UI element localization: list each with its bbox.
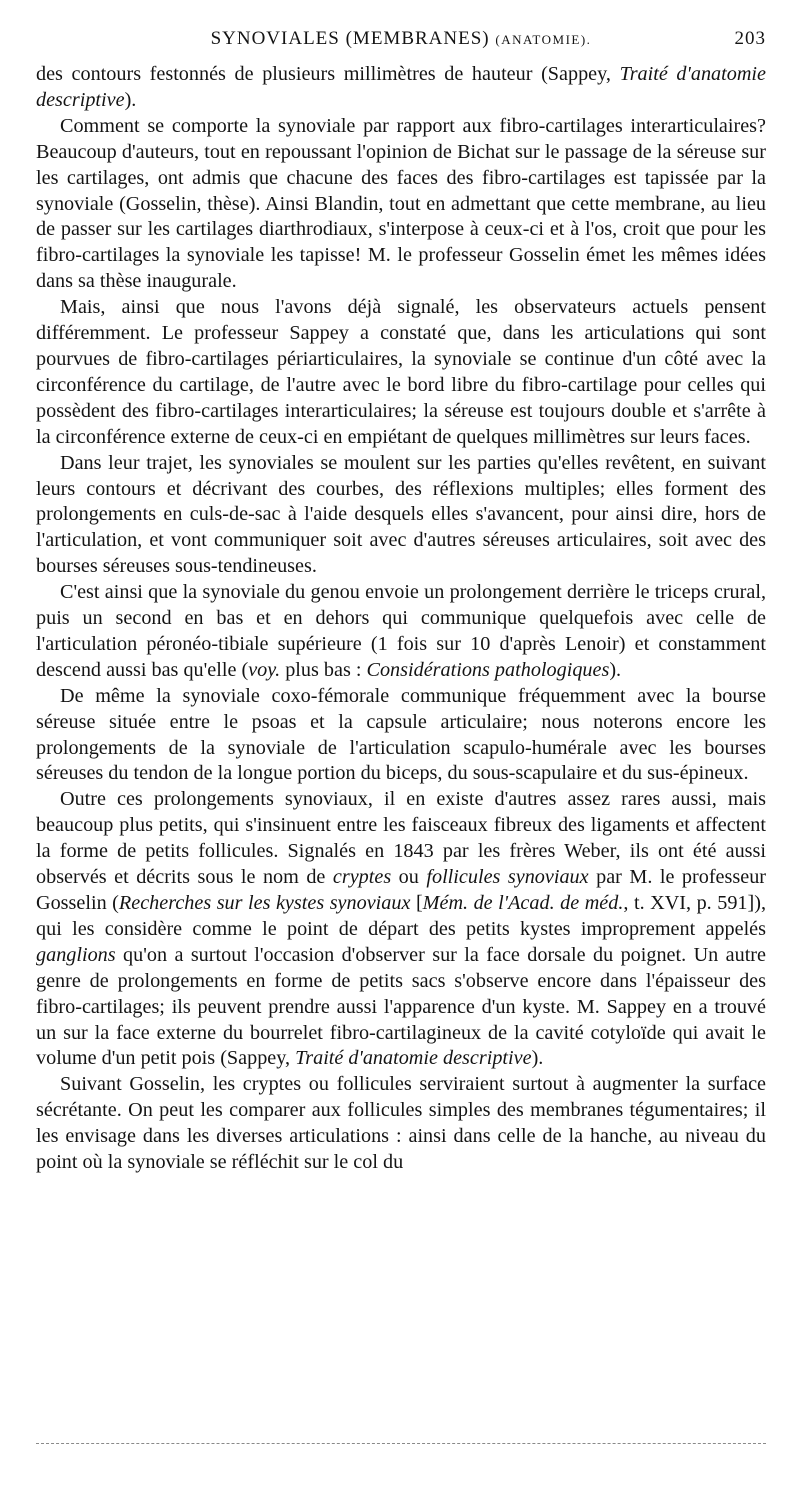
text-run: [ bbox=[410, 892, 423, 914]
paragraph-8 bbox=[36, 1072, 766, 1176]
italic-text: cryptes bbox=[332, 866, 392, 889]
text-run: qu'on a surtout l'occasion d'observer sur la face dorsale du poignet. Un autre genre de prolongements en forme de petits sacs s'observe encore dans l'épaisseur des fibro-cartilages; ils peuvent prendre aussi l'apparence d'un kyste. M. Sappey en a trouvé un sur la face externe du bourrelet fibro-cartilagineux de la cavité cotyloïde qui avait le volume d'un petit pois (Sappey, bbox=[36, 943, 766, 1070]
running-header bbox=[36, 28, 766, 58]
text-run: Suivant Gosselin, les cryptes ou follicules serviraient surtout à augmenter la surface sécrétante. On peut les comparer aux follicules simples des membranes tégumentaires; il les envisage dans les diverses articulations : ainsi dans celle de la hanche, au niveau du point où la synoviale se réfléchit sur le col du bbox=[36, 1073, 766, 1174]
text-run: Mais, ainsi que nous l'avons déjà signalé, les observateurs actuels pensent différemment. Le professeur Sappey a constaté que, dans les articulations qui sont pourvues de fibro-cartilages périarticulaires, la synoviale se continue d'un côté avec la circonférence du cartilage, de l'autre avec le bord libre du fibro-cartilage pour celles qui possèdent des fibro-cartilages interarticulaires; la séreuse est toujours double et s'arrête à la circonférence externe de ceux-ci en empiétant de quelques millimètres sur leurs faces. bbox=[36, 296, 766, 448]
text-run: Comment se comporte la synoviale par rapport aux fibro-cartilages interarticulaires? Beaucoup d'auteurs, tout en repoussant l'opinion de Bichat sur le passage de la séreuse sur les cartilages, ont admis que chacune des faces des fibro-cartilages est tapissée par la synoviale (Gosselin, thèse). Ainsi Blandin, tout en admettant que cette membrane, au lieu de passer sur les cartilages diarthrodiaux, s'interpose à ceux-ci et à l'os, croit que pour les fibro-cartilages la synoviale les tapisse! M. le professeur Gosselin émet les mêmes idées dans sa thèse inaugurale. bbox=[36, 114, 766, 293]
running-title-subject: (ANATOMIE). bbox=[495, 32, 592, 47]
text-run: ou bbox=[391, 866, 427, 889]
body-text bbox=[36, 62, 766, 1176]
italic-text: ganglions bbox=[36, 943, 116, 966]
paragraph-7 bbox=[36, 787, 766, 1072]
paragraph-3 bbox=[36, 295, 766, 450]
italic-text: voy. bbox=[248, 658, 281, 681]
text-run: ). bbox=[124, 88, 137, 111]
text-run: par M. le professeur Gosselin ( bbox=[36, 866, 767, 914]
text-run: De même la synoviale coxo-fémorale communique fréquemment avec la bourse séreuse située entre le psoas et la capsule articulaire; nous noterons encore les prolongements de la synoviale de l'articulation scapulo-humérale avec les bourses séreuses du tendon de la longue portion du biceps, du sous-scapulaire et du sus-épineux. bbox=[36, 684, 766, 785]
italic-citation: Traité d'anatomie descriptive bbox=[295, 1047, 532, 1070]
text-run: ). bbox=[531, 1047, 544, 1070]
text-run: Dans leur trajet, les synoviales se moulent sur les parties qu'elles revêtent, en suivant leurs contours et décrivant des courbes, des réflexions multiples; elles forment des prolongements en culs-de-sac à l'aide desquels elles s'avancent, pour ainsi dire, hors de l'articulation, et vont communiquer soit avec d'autres séreuses articulaires, soit avec des bourses séreuses sous-tendineuses. bbox=[36, 451, 766, 578]
text-run: plus bas : bbox=[280, 658, 367, 681]
page-number: 203 bbox=[734, 28, 766, 49]
italic-citation: Recherches sur les kystes synoviaux bbox=[118, 892, 411, 914]
text-run: Outre ces prolongements synoviaux, il en existe d'autres assez rares aussi, mais beaucoup plus petits, qui s'insinuent entre les faisceaux fibreux des ligaments et affectent la forme de petits follicules. Signalés en 1843 par les frères Weber, ils ont été aussi observés et décrits sous le nom de bbox=[36, 788, 766, 889]
paragraph-1 bbox=[36, 62, 766, 114]
paragraph-5 bbox=[36, 580, 766, 684]
italic-citation: Mém. de l'Acad. de méd. bbox=[422, 892, 624, 914]
text-run: des contours festonnés de plusieurs millimètres de hauteur (Sappey, bbox=[36, 63, 620, 85]
text-run: , t. XVI, p. 591]), qui les considère comme le point de départ des petits kystes improprement appelés bbox=[36, 892, 767, 940]
paragraph-6 bbox=[36, 684, 766, 788]
italic-text: Considérations pathologiques bbox=[366, 658, 610, 681]
text-run: ). bbox=[609, 658, 622, 681]
paragraph-4 bbox=[36, 451, 766, 581]
footer-dashed-rule bbox=[36, 1443, 766, 1444]
running-title-text: SYNOVIALES (MEMBRANES) bbox=[210, 28, 490, 49]
paragraph-2 bbox=[36, 114, 766, 295]
running-title bbox=[36, 28, 766, 50]
italic-citation: Traité d'anatomie descriptive bbox=[36, 63, 766, 111]
text-run: C'est ainsi que la synoviale du genou envoie un prolongement derrière le triceps crural, puis un second en bas et en dehors qui communique quelquefois avec celle de l'articulation péronéo-tibiale supérieure (1 fois sur 10 d'après Lenoir) et constamment descend aussi bas qu'elle ( bbox=[36, 581, 766, 681]
italic-text: follicules synoviaux bbox=[426, 866, 589, 889]
